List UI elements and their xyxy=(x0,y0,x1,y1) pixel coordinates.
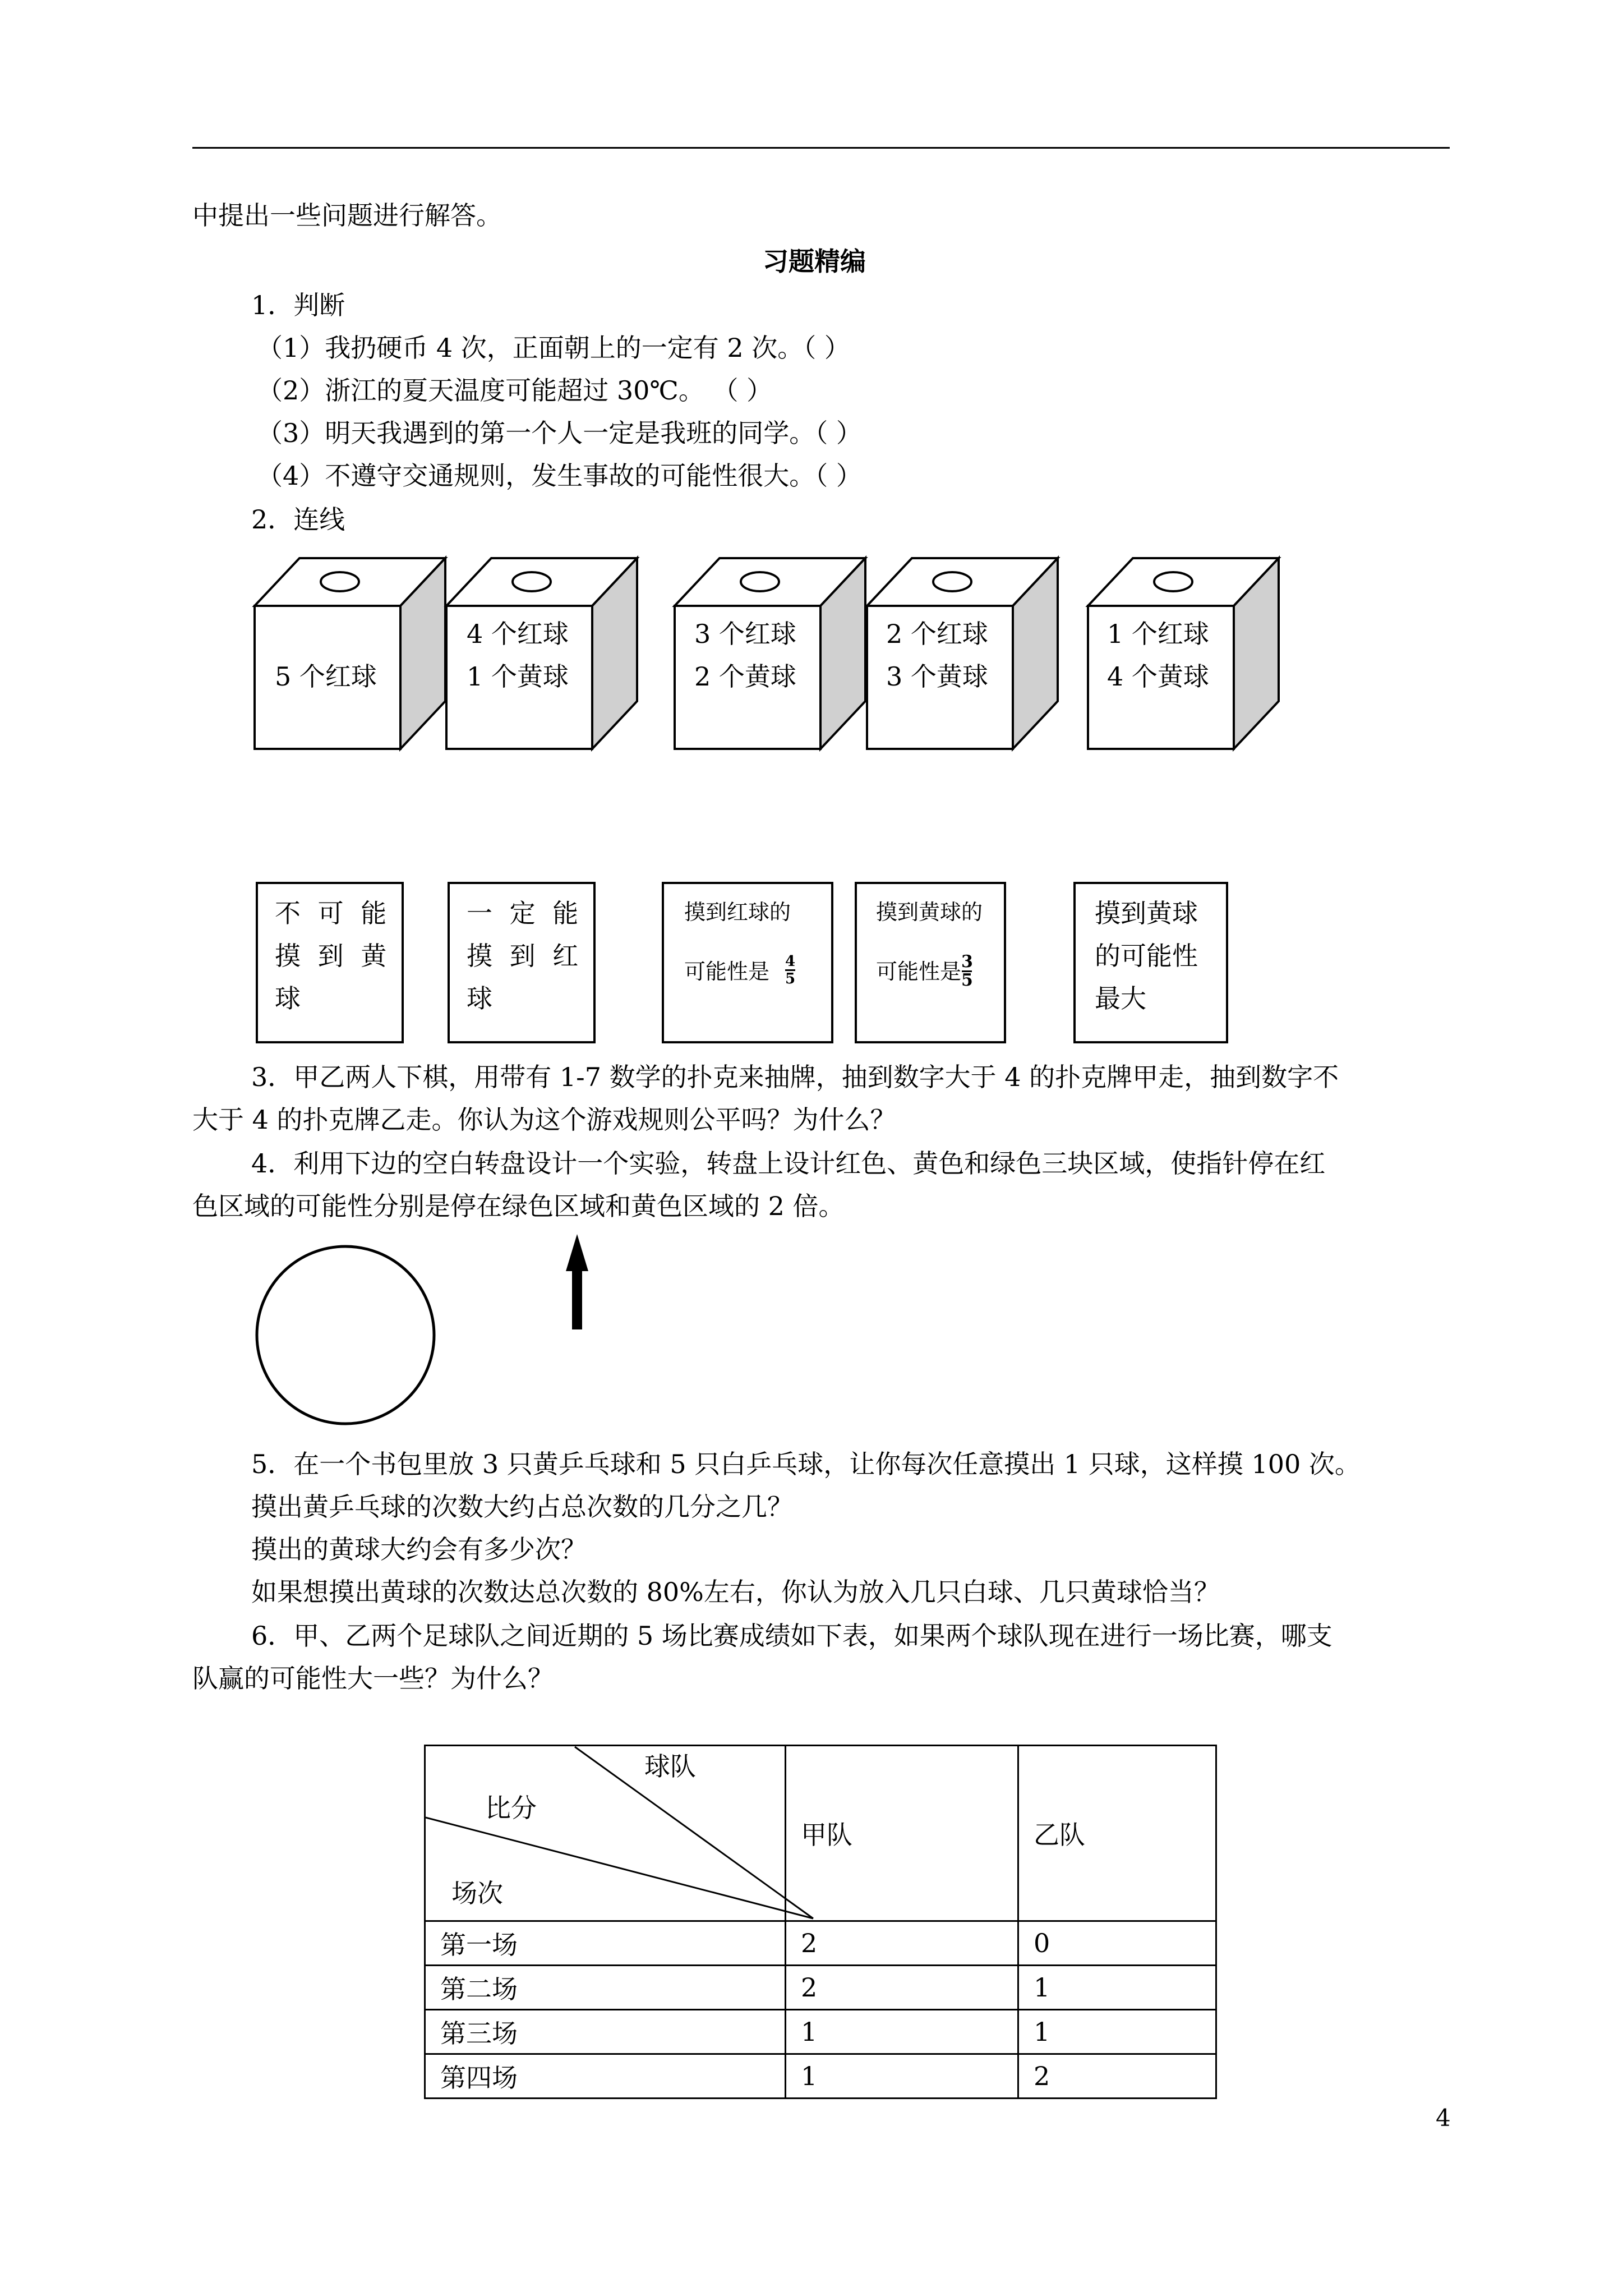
match-card-4-line2: 可能性是 xyxy=(876,959,962,984)
ball-box-5-line2: 4 个黄球 xyxy=(1107,661,1209,692)
q4-line-1: 4．利用下边的空白转盘设计一个实验，转盘上设计红色、黄色和绿色三块区域，使指针停在红 xyxy=(251,1148,1326,1179)
table-row xyxy=(425,2010,1216,2054)
ball-box-3-line1: 3 个红球 xyxy=(694,619,796,649)
ball-box-2-line1: 4 个红球 xyxy=(467,619,569,649)
match-card-2[interactable] xyxy=(448,882,596,1043)
q2-title: 2．连线 xyxy=(251,504,345,535)
row-game: 第三场 xyxy=(425,2010,786,2054)
table-row xyxy=(425,1921,1216,1966)
row-game: 第四场 xyxy=(425,2054,786,2099)
score-table xyxy=(424,1745,1217,2099)
fraction-three-fifths xyxy=(961,952,973,990)
match-card-3-line2: 可能性是 xyxy=(684,959,770,984)
row-score-b: 0 xyxy=(1018,1921,1216,1966)
row-score-b: 1 xyxy=(1018,1966,1216,2010)
header-team-a: 甲队 xyxy=(786,1746,1018,1921)
ball-box-4 xyxy=(867,558,1058,749)
q1-item-3: （3）明天我遇到的第一个人一定是我班的同学。（ ） xyxy=(257,418,862,448)
ball-box-3 xyxy=(675,558,865,749)
q6-line-2: 队赢的可能性大一些？为什么？ xyxy=(192,1663,554,1694)
row-game: 第一场 xyxy=(425,1921,786,1966)
fraction-numerator: 4 xyxy=(785,953,796,970)
q5-sub-3: 如果想摸出黄球的次数达总次数的 80%左右，你认为放入几只白球、几只黄球恰当？ xyxy=(251,1577,1220,1607)
intro-line: 中提出一些问题进行解答。 xyxy=(192,200,502,231)
q4-line-2: 色区域的可能性分别是停在绿色区域和黄色区域的 2 倍。 xyxy=(192,1191,845,1221)
fraction-four-fifths xyxy=(785,955,795,986)
header-team-b: 乙队 xyxy=(1018,1746,1216,1921)
page-number: 4 xyxy=(1436,2104,1451,2132)
q5-sub-2: 摸出的黄球大约会有多少次？ xyxy=(251,1534,587,1565)
q5-line-1: 5．在一个书包里放 3 只黄乒乓球和 5 只白乒乓球，让你每次任意摸出 1 只球，这样摸 100 次。 xyxy=(251,1449,1361,1479)
row-score-b: 1 xyxy=(1018,2010,1216,2054)
q1-item-1: （1）我扔硬币 4 次，正面朝上的一定有 2 次。（ ） xyxy=(257,333,850,363)
match-card-1[interactable] xyxy=(256,882,404,1043)
ball-box-1-label: 5 个红球 xyxy=(275,661,377,692)
ball-box-2-line2: 1 个黄球 xyxy=(467,661,569,692)
ball-box-1 xyxy=(255,558,445,749)
fraction-denominator: 5 xyxy=(785,970,796,987)
row-score-b: 2 xyxy=(1018,2054,1216,2099)
header-team-label: 球队 xyxy=(644,1751,696,1782)
row-score-a: 2 xyxy=(786,1966,1018,2010)
q1-item-4: （4）不遵守交通规则，发生事故的可能性很大。（ ） xyxy=(257,461,862,491)
match-card-5[interactable] xyxy=(1073,882,1228,1043)
q3-line-2: 大于 4 的扑克牌乙走。你认为这个游戏规则公平吗？为什么？ xyxy=(192,1105,896,1135)
q6-line-1: 6．甲、乙两个足球队之间近期的 5 场比赛成绩如下表，如果两个球队现在进行一场比赛，哪支 xyxy=(251,1621,1332,1651)
table-row xyxy=(425,1966,1216,2010)
ball-box-3-line2: 2 个黄球 xyxy=(694,661,796,692)
ball-box-4-line1: 2 个红球 xyxy=(886,619,988,649)
match-card-4-line1: 摸到黄球的 xyxy=(876,900,983,924)
row-score-a: 1 xyxy=(786,2054,1018,2099)
match-card-3[interactable] xyxy=(662,882,833,1043)
q3-line-1: 3．甲乙两人下棋，用带有 1-7 数学的扑克来抽牌，抽到数字大于 4 的扑克牌甲走，抽到数字不 xyxy=(251,1062,1339,1092)
ball-box-5-line1: 1 个红球 xyxy=(1107,619,1209,649)
q5-sub-1: 摸出黄乒乓球的次数大约占总次数的几分之几？ xyxy=(251,1492,793,1522)
fraction-numerator: 3 xyxy=(961,952,973,972)
pointer-arrow xyxy=(566,1234,588,1329)
blank-spinner xyxy=(257,1246,434,1424)
row-score-a: 1 xyxy=(786,2010,1018,2054)
q1-title: 1．判断 xyxy=(251,290,345,320)
header-score-label: 比分 xyxy=(485,1793,537,1823)
row-game: 第二场 xyxy=(425,1966,786,2010)
match-card-5-text: 摸到黄球的可能性最大 xyxy=(1095,898,1198,1014)
row-score-a: 2 xyxy=(786,1921,1018,1966)
ball-box-4-line2: 3 个黄球 xyxy=(886,661,988,692)
fraction-denominator: 5 xyxy=(961,970,973,990)
match-card-4[interactable] xyxy=(855,882,1006,1043)
section-title: 习题精编 xyxy=(763,246,866,277)
match-card-3-line1: 摸到红球的 xyxy=(684,900,791,924)
match-card-2-text: 一 定 能 摸 到 红 球 xyxy=(467,898,583,1014)
ball-box-5 xyxy=(1088,558,1279,749)
match-card-1-text: 不 可 能 摸 到 黄 球 xyxy=(275,898,391,1014)
table-row xyxy=(425,2054,1216,2099)
header-game-label: 场次 xyxy=(451,1878,503,1908)
ball-box-2 xyxy=(446,558,637,749)
q1-item-2: （2）浙江的夏天温度可能超过 30℃。 （ ） xyxy=(257,375,773,406)
table-header-row xyxy=(425,1746,1216,1921)
diagonal-header-cell xyxy=(425,1746,786,1921)
